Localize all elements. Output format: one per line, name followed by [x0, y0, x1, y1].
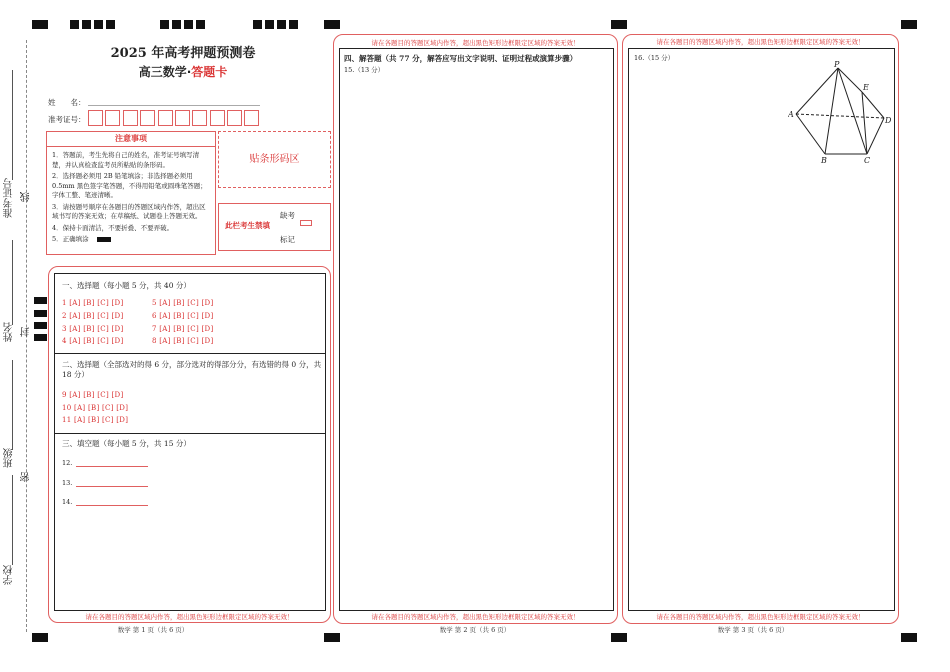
- timing-mark: [901, 633, 917, 642]
- fill-blank[interactable]: [76, 466, 148, 467]
- name-label: 姓 名：: [48, 98, 86, 107]
- timing-mark: [34, 310, 47, 317]
- timing-mark: [34, 322, 47, 329]
- notice-item: 4．保持卡面清洁，不要折叠、不要弄破。: [52, 223, 174, 232]
- side-school-label: 学校: [4, 565, 15, 585]
- choice-row[interactable]: 5 [A] [B] [C] [D]: [152, 299, 214, 307]
- warning-note: 请在各题目的答题区域内作答，超出黑色矩形边框限定区域的答案无效！: [656, 613, 865, 621]
- timing-mark: [324, 20, 340, 29]
- choice-row[interactable]: 10 [A] [B] [C] [D]: [62, 404, 129, 412]
- id-cells[interactable]: [88, 110, 262, 126]
- timing-mark: [82, 20, 91, 29]
- choice-row[interactable]: 2 [A] [B] [C] [D]: [62, 312, 124, 320]
- subtitle-dot: ·: [186, 65, 192, 79]
- timing-mark: [172, 20, 181, 29]
- timing-mark: [34, 334, 47, 341]
- timing-mark: [106, 20, 115, 29]
- notice-item: 2．选择题必须用 2B 铅笔填涂；非选择题必须用 0.5mm 黑色签字笔答题，不得用铅笔或圆珠笔答题；字体工整、笔迹清晰。: [52, 172, 207, 199]
- notice-box: [46, 131, 216, 255]
- warning-note: 请在各题目的答题区域内作答，超出黑色矩形边框限定区域的答案无效！: [371, 613, 580, 621]
- vertex-label: B: [821, 156, 827, 165]
- vertex-label: E: [863, 83, 869, 92]
- section-divider: [54, 433, 326, 434]
- page-title: 2025 年高考押题预测卷: [110, 46, 256, 61]
- section3-title: 三、填空题（每小题 5 分，共 15 分）: [62, 439, 191, 448]
- choice-row[interactable]: 4 [A] [B] [C] [D]: [62, 337, 124, 345]
- section2-title: 二、选择题（全部选对的得 6 分，部分选对的得部分分，有选错的得 0 分，共 18 分）: [62, 360, 322, 379]
- answer-frame-page2: [339, 48, 614, 611]
- timing-mark: [289, 20, 298, 29]
- choice-row[interactable]: 6 [A] [B] [C] [D]: [152, 312, 214, 320]
- pyramid-figure: [788, 60, 898, 166]
- timing-mark: [184, 20, 193, 29]
- side-seal-label: 封: [21, 327, 32, 337]
- side-class-label: 班级: [4, 448, 15, 468]
- question-16-label: 16.（15 分）: [634, 54, 675, 62]
- section-divider: [54, 353, 326, 354]
- school-underline: [12, 475, 13, 565]
- subtitle-subject: 高三数学: [138, 65, 187, 79]
- absent-label-top: 缺考: [280, 211, 295, 220]
- absent-note: 此栏考生禁填: [225, 221, 270, 230]
- vertex-label: D: [885, 116, 892, 125]
- subtitle-card: 答题卡: [191, 65, 228, 79]
- side-secret-label: 密: [21, 472, 32, 482]
- timing-mark: [253, 20, 262, 29]
- fill-blank[interactable]: [76, 505, 148, 506]
- section4-title: 四、解答题（共 77 分，解答应写出文字说明、证明过程或演算步骤）: [344, 54, 578, 63]
- fill-blank[interactable]: [76, 486, 148, 487]
- absent-label-bottom: 标记: [280, 235, 295, 244]
- side-id-label: 准考证号: [4, 178, 15, 218]
- timing-mark: [901, 20, 917, 29]
- id-label: 准考证号：: [48, 115, 86, 124]
- absent-checkbox[interactable]: [300, 220, 312, 226]
- id-underline: [12, 70, 13, 180]
- vertex-label: P: [834, 60, 840, 69]
- name-underline: [12, 240, 13, 325]
- choice-row[interactable]: 7 [A] [B] [C] [D]: [152, 325, 214, 333]
- notice-title: 注意事项: [47, 132, 215, 147]
- choice-row[interactable]: 8 [A] [B] [C] [D]: [152, 337, 214, 345]
- warning-note: 请在各题目的答题区域内作答，超出黑色矩形边框限定区域的答案无效！: [371, 39, 580, 47]
- choice-row[interactable]: 11 [A] [B] [C] [D]: [62, 416, 129, 424]
- name-field[interactable]: [88, 105, 260, 106]
- barcode-label: 贴条形码区: [249, 154, 300, 165]
- side-line-label: 线: [21, 192, 32, 202]
- choice-row[interactable]: 1 [A] [B] [C] [D]: [62, 299, 124, 307]
- timing-mark: [70, 20, 79, 29]
- timing-mark: [160, 20, 169, 29]
- fill-item-label: 14.: [62, 498, 73, 506]
- side-name-label: 姓名: [4, 322, 15, 342]
- page-subtitle: [48, 63, 318, 80]
- timing-mark: [611, 633, 627, 642]
- fill-item-label: 13.: [62, 479, 73, 487]
- page-footer: 数学 第 1 页（共 6 页）: [117, 626, 189, 634]
- vertex-label: A: [788, 110, 794, 119]
- notice-item: 5．正确填涂: [52, 235, 89, 243]
- page-footer: 数学 第 3 页（共 6 页）: [717, 626, 789, 634]
- page-footer: 数学 第 2 页（共 6 页）: [439, 626, 511, 634]
- choice-row[interactable]: 9 [A] [B] [C] [D]: [62, 391, 124, 399]
- notice-item: 1．答题前，考生先将自己的姓名，准考证号填写清楚，并认真检查监考员所粘贴的条形码。: [52, 151, 200, 169]
- timing-mark: [277, 20, 286, 29]
- class-underline: [12, 360, 13, 450]
- choice-row[interactable]: 3 [A] [B] [C] [D]: [62, 325, 124, 333]
- timing-mark: [324, 633, 340, 642]
- timing-mark: [196, 20, 205, 29]
- fill-item-label: 12.: [62, 459, 73, 467]
- timing-mark: [32, 20, 48, 29]
- filled-sample-mark: [97, 237, 111, 242]
- warning-note: 请在各题目的答题区域内作答，超出黑色矩形边框限定区域的答案无效！: [656, 38, 865, 46]
- timing-mark: [611, 20, 627, 29]
- timing-mark: [34, 297, 47, 304]
- section1-title: 一、选择题（每小题 5 分，共 40 分）: [62, 281, 191, 290]
- timing-mark: [32, 633, 48, 642]
- warning-note: 请在各题目的答题区域内作答，超出黑色矩形边框限定区域的答案无效！: [85, 613, 294, 621]
- timing-mark: [265, 20, 274, 29]
- vertex-label: C: [864, 156, 871, 165]
- question-15-label: 15.（13 分）: [344, 66, 385, 74]
- notice-item: 3．请按题号顺序在各题目的答题区域内作答，超出区域书写的答案无效；在草稿纸、试题卷上答题无效。: [52, 202, 206, 220]
- timing-mark: [94, 20, 103, 29]
